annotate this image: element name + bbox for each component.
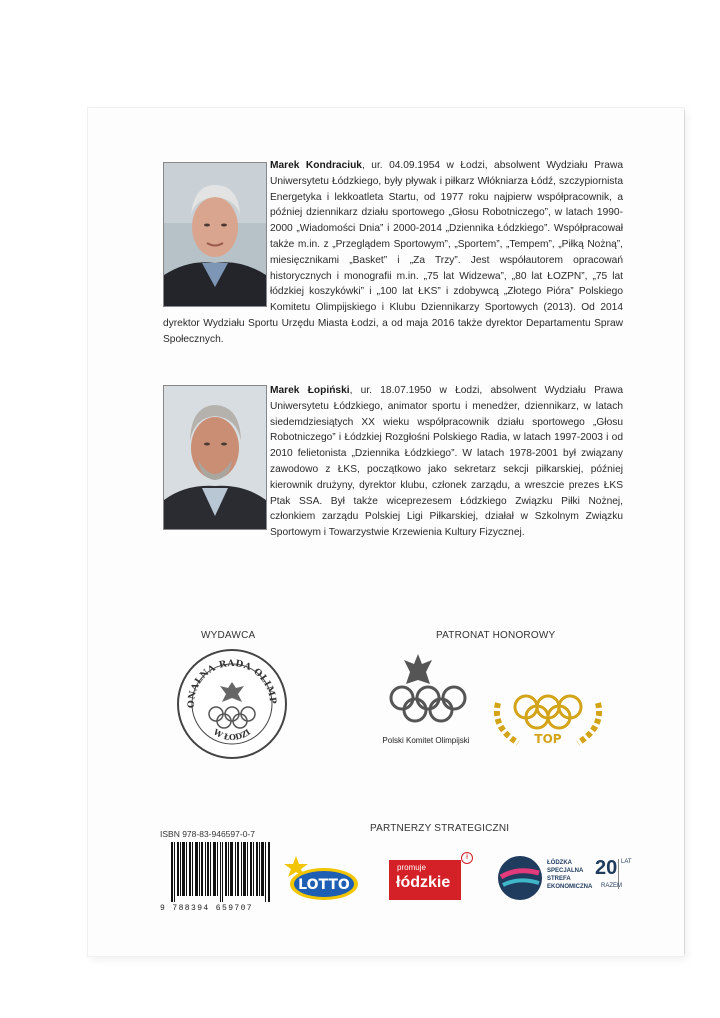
regional-olympic-council-logo — [176, 648, 288, 760]
lsse-line1: ŁÓDZKA — [547, 860, 572, 866]
strategic-partners-label: PARTNERZY STRATEGICZNI — [370, 823, 510, 834]
polish-olympic-committee-logo — [380, 650, 480, 750]
lotto-logo — [282, 852, 360, 904]
trademark-icon: ł — [461, 852, 473, 864]
lsse-lat: LAT — [621, 859, 632, 865]
lsse-line3: STREFA — [547, 876, 571, 882]
lsse-razem: RAZEM — [601, 883, 622, 889]
publisher-label: WYDAWCA — [201, 630, 256, 641]
bio-kondraciuk — [163, 158, 623, 348]
bio-lopinski-name: Marek Łopiński — [270, 385, 350, 396]
bio-lopinski-text: , ur. 18.07.1950 w Łodzi, absolwent Wydziału Prawa Uniwersytetu Łódzkiego, animator sportu i menedżer, dziennikarz, w latach siedemdziesiątych XX wieku współpracownik działu sportowego „Głosu Robotniczego” i Łódzkiej Rozgłośni Polskiego Radia, w latach 1997-2003 i od 2010 felietonista „Dziennika Łódzkiego”. W latach 1978-2001 był związany zawodowo z ŁKS, początkowo jako sekretarz sekcji piłkarskiej, później kierownik drużyny, dyrektor klubu, członek zarządu, a wreszcie prezes ŁKS Ptak SSA. Był także wiceprezesem Łódzkiego Związku Piłki Nożnej, członkiem zarządu Polskiej Ligi Piłkarskiej, działał w Szkolnym Związku Sportowym i Towarzystwie Krzewienia Kultury Fizycznej. — [270, 385, 623, 539]
isbn-label: ISBN 978-83-946597-0-7 — [160, 829, 255, 839]
promuje-lodzkie-logo — [389, 852, 475, 900]
bio-kondraciuk-text: , ur. 04.09.1954 w Łodzi, absolwent Wydziału Prawa Uniwersytetu Łódzkiego, były pływak i piłkarz Włókniarza Łódź, szczypiornista Energetyka i lekkoatleta Startu, od 1977 roku najpierw współpracownik, a później dziennikarz działu sportowego „Głosu Robotniczego”, w latach 1990-2000 „Wiadomości Dnia” i 2000-2014 „Dziennika Łódzkiego”. Współpracował także m.in. z „Przeglądem Sportowym”, „Sportem”, „Tempem”, „Piłką Nożną”, miesięcznikami „Basket” i „Za Trzy”. Jest współautorem opracowań historycznych i monografii m.in. „75 lat Widzewa”, „80 lat ŁOZPN”, „75 lat łódzkiej koszykówki” i „100 lat ŁKS” i zdobywcą „Złotego Pióra” Polskiego Komitetu Olimpijskiego i Klubu Dziennikarzy Sportowych (2013). Od 2014 dyrektor Wydziału Sportu Urzędu Miasta Łodzi, a od maja 2016 także dyrektor Departamentu Spraw Społecznych. — [163, 160, 623, 345]
lodzkie-text: łódzkie — [396, 874, 451, 891]
bio-lopinski — [163, 383, 623, 541]
honorary-patronage-label: PATRONAT HONOROWY — [436, 630, 556, 641]
isbn-barcode-digits: 9 788394 659707 — [160, 904, 254, 913]
lsse-logo — [497, 855, 632, 905]
team-top-logo — [488, 683, 608, 751]
promuje-text: promuje — [397, 863, 426, 872]
lsse-20: 20 — [595, 857, 618, 879]
pkol-caption: Polski Komitet Olimpijski — [382, 736, 470, 745]
rro-logo-top-text: ONALNA RADA OLIMP — [186, 658, 278, 709]
bio-kondraciuk-name: Marek Kondraciuk — [270, 160, 362, 171]
cover-right-edge — [684, 110, 685, 954]
rro-logo-bottom-text: W ŁODZI — [211, 726, 253, 743]
lsse-line4: EKONOMICZNA — [547, 884, 593, 890]
lotto-logo-text: LOTTO — [298, 877, 350, 893]
top-logo-text: TOP — [534, 732, 562, 746]
lsse-line2: SPECJALNA — [547, 868, 584, 874]
isbn-barcode — [171, 842, 270, 902]
